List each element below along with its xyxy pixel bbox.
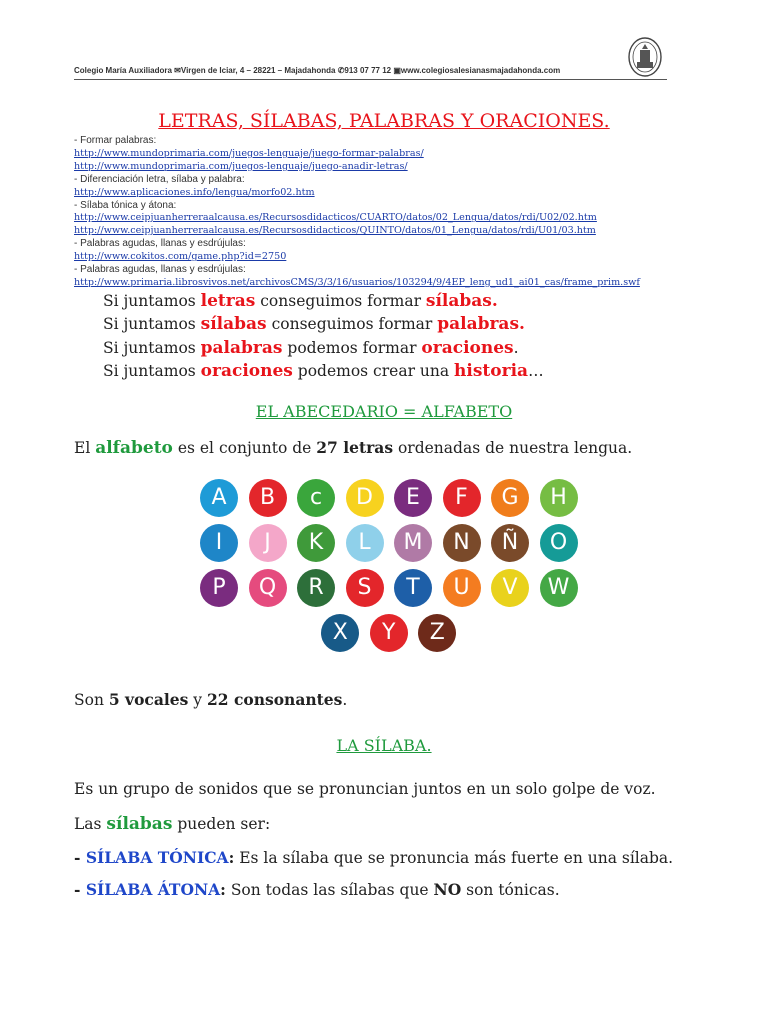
sentence-line [103, 337, 544, 360]
sentence-part: Si juntamos [103, 292, 201, 310]
letter-circle: G [491, 479, 529, 517]
alphabet-circles [180, 472, 592, 664]
resource-link[interactable]: http://www.mundoprimaria.com/juegos-lenguaje/juego-anadir-letras/ [74, 160, 408, 172]
vocales-paragraph: Son 5 vocales y 22 consonantes. [74, 690, 348, 709]
sentence-line [103, 313, 544, 336]
resource-label: - Palabras agudas, llanas y esdrújulas: [74, 238, 246, 250]
abecedario-heading: EL ABECEDARIO = ALFABETO [255, 402, 513, 421]
sentence-part: podemos crear una [292, 361, 455, 380]
silaba-atona: - SÍLABA ÁTONA: Son todas las sílabas que NO son tónicas. [74, 880, 560, 899]
letter-circle: F [443, 479, 481, 517]
sentence-part: oraciones [421, 337, 514, 358]
letter-circle: P [200, 569, 238, 607]
sentence-part: sílabas. [425, 291, 498, 311]
resource-link[interactable]: http://www.primaria.librosvivos.net/archivosCMS/3/3/16/usuarios/103294/9/4EP_leng_ud1_ai01_cas/frame_prim.swf [74, 276, 640, 288]
letter-circle: X [321, 614, 359, 652]
sentence-part: palabras. [437, 314, 525, 335]
letter-circle: V [491, 569, 529, 607]
letter-circle: K [297, 524, 335, 562]
letter-circle: M [394, 524, 432, 562]
letter-circle: S [346, 569, 384, 607]
sentence-line [103, 360, 544, 383]
letter-circle: Y [370, 614, 408, 652]
silaba-definition: Es un grupo de sonidos que se pronuncian juntos en un solo golpe de voz. [74, 780, 656, 798]
letter-circle: H [540, 479, 578, 517]
sentence-part: sílabas [200, 314, 267, 335]
letter-circle: I [200, 524, 238, 562]
sentence-part: oraciones [200, 360, 293, 381]
sentences-block [103, 290, 544, 383]
sentence-part: Si juntamos [103, 338, 201, 357]
silaba-tonica: - SÍLABA TÓNICA: Es la sílaba que se pronuncia más fuerte en una sílaba. [74, 848, 674, 867]
school-header: Colegio María Auxiliadora ✉Virgen de Iciar, 4 – 28221 – Majadahonda ✆913 07 77 12 ▣www.colegiosalesianasmajadahonda.com [74, 66, 561, 75]
resource-links [74, 135, 640, 290]
school-emblem-icon [627, 36, 663, 78]
resource-label: - Formar palabras: [74, 135, 157, 146]
sentence-part: historia [454, 360, 529, 381]
letter-circle: T [394, 569, 432, 607]
sentence-part: conseguimos formar [266, 315, 438, 334]
sentence-part: podemos formar [282, 338, 422, 357]
letter-circle: W [540, 569, 578, 607]
silaba-heading: LA SÍLABA. [336, 736, 432, 755]
resource-label: - Sílaba tónica y átona: [74, 199, 177, 211]
sentence-part: Si juntamos [103, 315, 201, 334]
sentence-part: conseguimos formar [255, 292, 426, 310]
resource-label: - Palabras agudas, llanas y esdrújulas: [74, 264, 246, 276]
resource-link[interactable]: http://www.cokitos.com/game.php?id=2750 [74, 251, 287, 263]
letter-circle: Z [418, 614, 456, 652]
alfabeto-paragraph: El alfabeto es el conjunto de 27 letras ordenadas de nuestra lengua. [74, 438, 633, 458]
resource-link[interactable]: http://www.mundoprimaria.com/juegos-lenguaje/juego-formar-palabras/ [74, 147, 424, 159]
letter-circle: R [297, 569, 335, 607]
sentence-part: … [528, 361, 544, 380]
letter-circle: c [297, 479, 335, 517]
sentence-part: Si juntamos [103, 361, 201, 380]
sentence-line [103, 290, 544, 313]
letter-circle: Q [249, 569, 287, 607]
letter-circle: E [394, 479, 432, 517]
letter-circle: N [443, 524, 481, 562]
page-title: LETRAS, SÍLABAS, PALABRAS Y ORACIONES. [158, 110, 610, 132]
letter-circle: A [200, 479, 238, 517]
letter-circle: Ñ [491, 524, 529, 562]
resource-link[interactable]: http://www.ceipjuanherreraalcausa.es/Recursosdidacticos/CUARTO/datos/02_Lengua/datos/rdi/U02/02.htm [74, 212, 597, 224]
letter-circle: U [443, 569, 481, 607]
resource-label: - Diferenciación letra, sílaba y palabra: [74, 173, 245, 185]
resource-link[interactable]: http://www.ceipjuanherreraalcausa.es/Recursosdidacticos/QUINTO/datos/01_Lengua/datos/rdi/U01/03.htm [74, 225, 596, 237]
letter-circle: B [249, 479, 287, 517]
letter-circle: O [540, 524, 578, 562]
sentence-part: letras [200, 291, 256, 311]
sentence-part: palabras [200, 337, 283, 358]
letter-circle: D [346, 479, 384, 517]
letter-circle: L [346, 524, 384, 562]
sentence-part: . [513, 338, 519, 357]
silabas-intro: Las sílabas pueden ser: [74, 814, 271, 834]
header-divider [74, 79, 667, 80]
resource-link[interactable]: http://www.aplicaciones.info/lengua/morfo02.htm [74, 186, 315, 198]
letter-circle: J [249, 524, 287, 562]
